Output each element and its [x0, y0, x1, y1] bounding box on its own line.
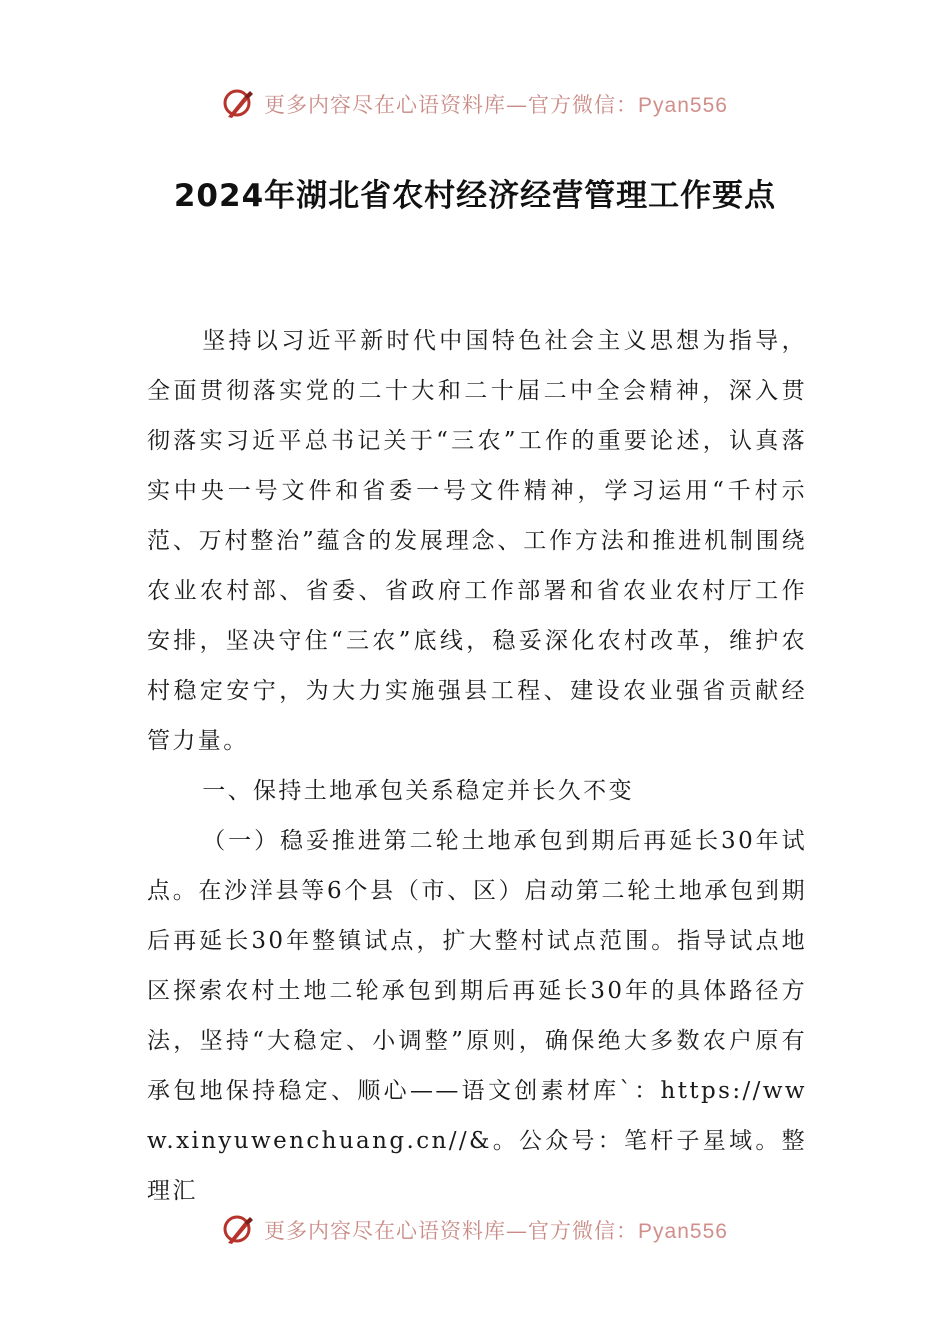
watermark-text: 更多内容尽在心语资料库—官方微信：Pyan556 — [264, 1219, 728, 1243]
paragraph-item-1: （一）稳妥推进第二轮土地承包到期后再延长30年试点。在沙洋县等6个县（市、区）启动第二轮土地承包到期后再延长30年整镇试点，扩大整村试点范围。指导试点地区探索农村土地二轮承包到期后再延长30年的具体路径方法，坚持“大稳定、小调整”原则，确保绝大多数农户原有承包地保持稳定、顺心——语文创素材库`：https://www.xinyuwenchuang.cn//&。公众号：笔杆子星域。整理汇 — [147, 828, 807, 1204]
watermark-text: 更多内容尽在心语资料库—官方微信：Pyan556 — [264, 93, 728, 117]
section-heading-1: 一、保持土地承包关系稳定并长久不变 — [202, 778, 634, 804]
pen-circle-icon — [222, 1213, 256, 1247]
watermark-header — [0, 84, 950, 124]
document-title: 2024年湖北省农村经济经营管理工作要点 — [173, 178, 777, 214]
document-body — [147, 316, 807, 1216]
paragraph-intro: 坚持以习近平新时代中国特色社会主义思想为指导，全面贯彻落实党的二十大和二十届二中全会精神，深入贯彻落实习近平总书记关于“三农”工作的重要论述，认真落实中央一号文件和省委一号文件精神，学习运用“千村示范、万村整治”蕴含的发展理念、工作方法和推进机制围绕农业农村部、省委、省政府工作部署和省农业农村厅工作安排，坚决守住“三农”底线，稳妥深化农村改革，维护农村稳定安宁，为大力实施强县工程、建设农业强省贡献经管力量。 — [147, 328, 807, 754]
watermark-footer — [0, 1210, 950, 1250]
pen-circle-icon — [222, 87, 256, 121]
